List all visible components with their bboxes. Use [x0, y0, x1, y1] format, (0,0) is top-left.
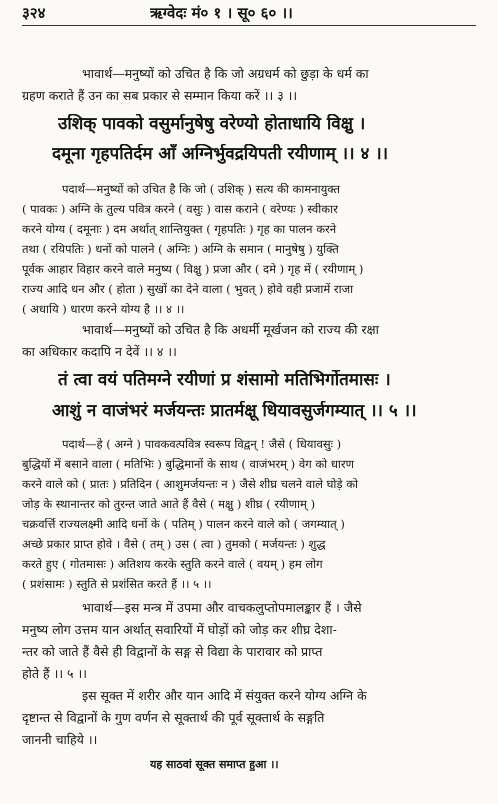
padartha-4-line-1: पदार्थ—मनुष्यों को उचित है कि जो ( उशिक् ) सत्य की कामनायुक्त: [62, 183, 340, 196]
padartha-5-line-5: चक्रवर्त्ति राज्यलक्ष्मी आदि धनों के ( पतिम् ) पालन करने वाले को ( जगम्यात् ): [22, 518, 345, 531]
sukta-summary-line-3: जाननी चाहिये ।।: [22, 732, 98, 747]
padartha-4-line-6: राज्य आदि धन और ( होता ) सुखों का देने वाला ( भुवत् ) होवे वही प्रजामें राजा: [22, 283, 354, 296]
padartha-5-line-1: पदार्थ—हे ( अग्ने ) पावकवत्पवित्र स्वरूप विद्वन् ! जैसे ( धियावसुः ): [62, 438, 342, 451]
padartha-4-line-3: करने योग्य ( दमूनाः ) दम अर्थात् शान्तियुक्त ( गृहपतिः ) गृह का पालन करने: [22, 223, 337, 236]
running-title: ऋग्वेदः मं० १ । सू० ६० ।।: [150, 4, 293, 22]
padartha-5-line-3: करने वाले को ( प्रातः ) प्रतिदिन ( आशुमर्जयन्तः न ) जैसे शीघ्र चलने वाले घोड़े को: [22, 478, 359, 491]
bhavartha-5-line-1: भावार्थ—इस मन्त्र में उपमा और वाचकलुप्तोपमालङ्कार हैं । जैसे: [82, 600, 362, 615]
bhavartha-3-line-2: ग्रहण कराते हैं उन का सब प्रकार से सम्मान किया करें ।। ३ ।।: [22, 88, 298, 103]
padartha-4-line-7: ( अधायि ) धारण करने योग्य है ।। ४ ।।: [22, 303, 185, 316]
sukta-end-note: यह साठवां सूक्त समाप्त हुआ ।।: [150, 758, 279, 771]
padartha-4-line-4: तथा ( रयिपतिः ) धनों को पालने ( अग्निः ) अग्नि के समान ( मानुषेषु ) युक्ति: [22, 243, 339, 256]
padartha-5-line-4: जोड़ के स्थानान्तर को तुरन्त जाते आते हैं वैसे ( मक्षु ) शीघ्र ( रयीणाम् ): [22, 498, 316, 511]
bhavartha-5-line-2: मनुष्य लोग उत्तम यान अर्थात् सवारियों में घोड़ों को जोड़ कर शीघ्र देशा-: [22, 622, 337, 637]
bhavartha-4-line-1: भावार्थ—मनुष्यों को उचित है कि अधर्मी मूर्खजन को राज्य की रक्षा: [82, 322, 379, 337]
sukta-summary-line-2: दृष्टान्त से विद्वानों के गुण वर्णन से सूक्तार्थ की पूर्व सूक्तार्थ के सङ्गति: [22, 710, 325, 725]
padartha-5-line-7: करते हुए ( गोतमासः ) अतिशय करके स्तुति करने वाले ( वयम् ) हम लोग: [22, 558, 323, 571]
mantra-4-line-2: दमूना गृहपतिर्दम आँ अग्निर्भुवद्रयिपती रयीणाम् ।। ४ ।।: [52, 144, 389, 164]
padartha-5-line-8: ( प्रशंसामः ) स्तुति से प्रशंसित करते हैं ।। ५ ।।: [22, 578, 212, 591]
page-number: ३२४: [22, 4, 46, 22]
padartha-4-line-2: ( पावकः ) अग्नि के तुल्य पवित्र करने ( वसुः ) वास कराने ( वरेण्यः ) स्वीकार: [22, 203, 338, 216]
sukta-summary-line-1: इस सूक्त में शरीर और यान आदि में संयुक्त करने योग्य अग्नि के: [82, 688, 367, 703]
mantra-5-line-1: तं त्वा वयं पतिमग्ने रयीणां प्र शंसामो मतिभिर्गोतमासः ।: [58, 370, 391, 390]
bhavartha-5-line-4: होते हैं ।। ५ ।।: [22, 666, 87, 681]
mantra-5-line-2: आशुं न वाजंभरं मर्जयन्तः प्रातर्मक्षू धियावसुर्जगम्यात् ।। ५ ।।: [52, 401, 417, 421]
header-rule: [22, 25, 476, 26]
bhavartha-4-line-2: का अधिकार कदापि न देवें ।। ४ ।।: [22, 344, 177, 359]
bhavartha-5-line-3: न्तर को जाते हैं वैसे ही विद्वानों के सङ्ग से विद्या के पारावार को प्राप्त: [22, 644, 323, 659]
bhavartha-3-line-1: भावार्थ—मनुष्यों को उचित है कि जो अग्रधर्म को छुड़ा के धर्म का: [82, 66, 369, 81]
mantra-4-line-1: उशिक् पावको वसुर्मानुषेषु वरेण्यो होताधायि विक्षु ।: [58, 114, 366, 134]
padartha-5-line-6: अच्छे प्रकार प्राप्त होवे । वैसे ( तम् ) उस ( त्वा ) तुमको ( मर्जयन्तः ) शुद्ध: [22, 538, 326, 551]
padartha-4-line-5: पूर्वक आहार विहार करने वाले मनुष्य ( विक्षु ) प्रजा और ( दमे ) गृह में ( रयीणाम् ): [22, 263, 364, 276]
padartha-5-line-2: बुद्धियों में बसाने वाला ( मतिभिः ) बुद्धिमानों के साथ ( वाजंभरम् ) वेग को धारण: [22, 458, 354, 471]
